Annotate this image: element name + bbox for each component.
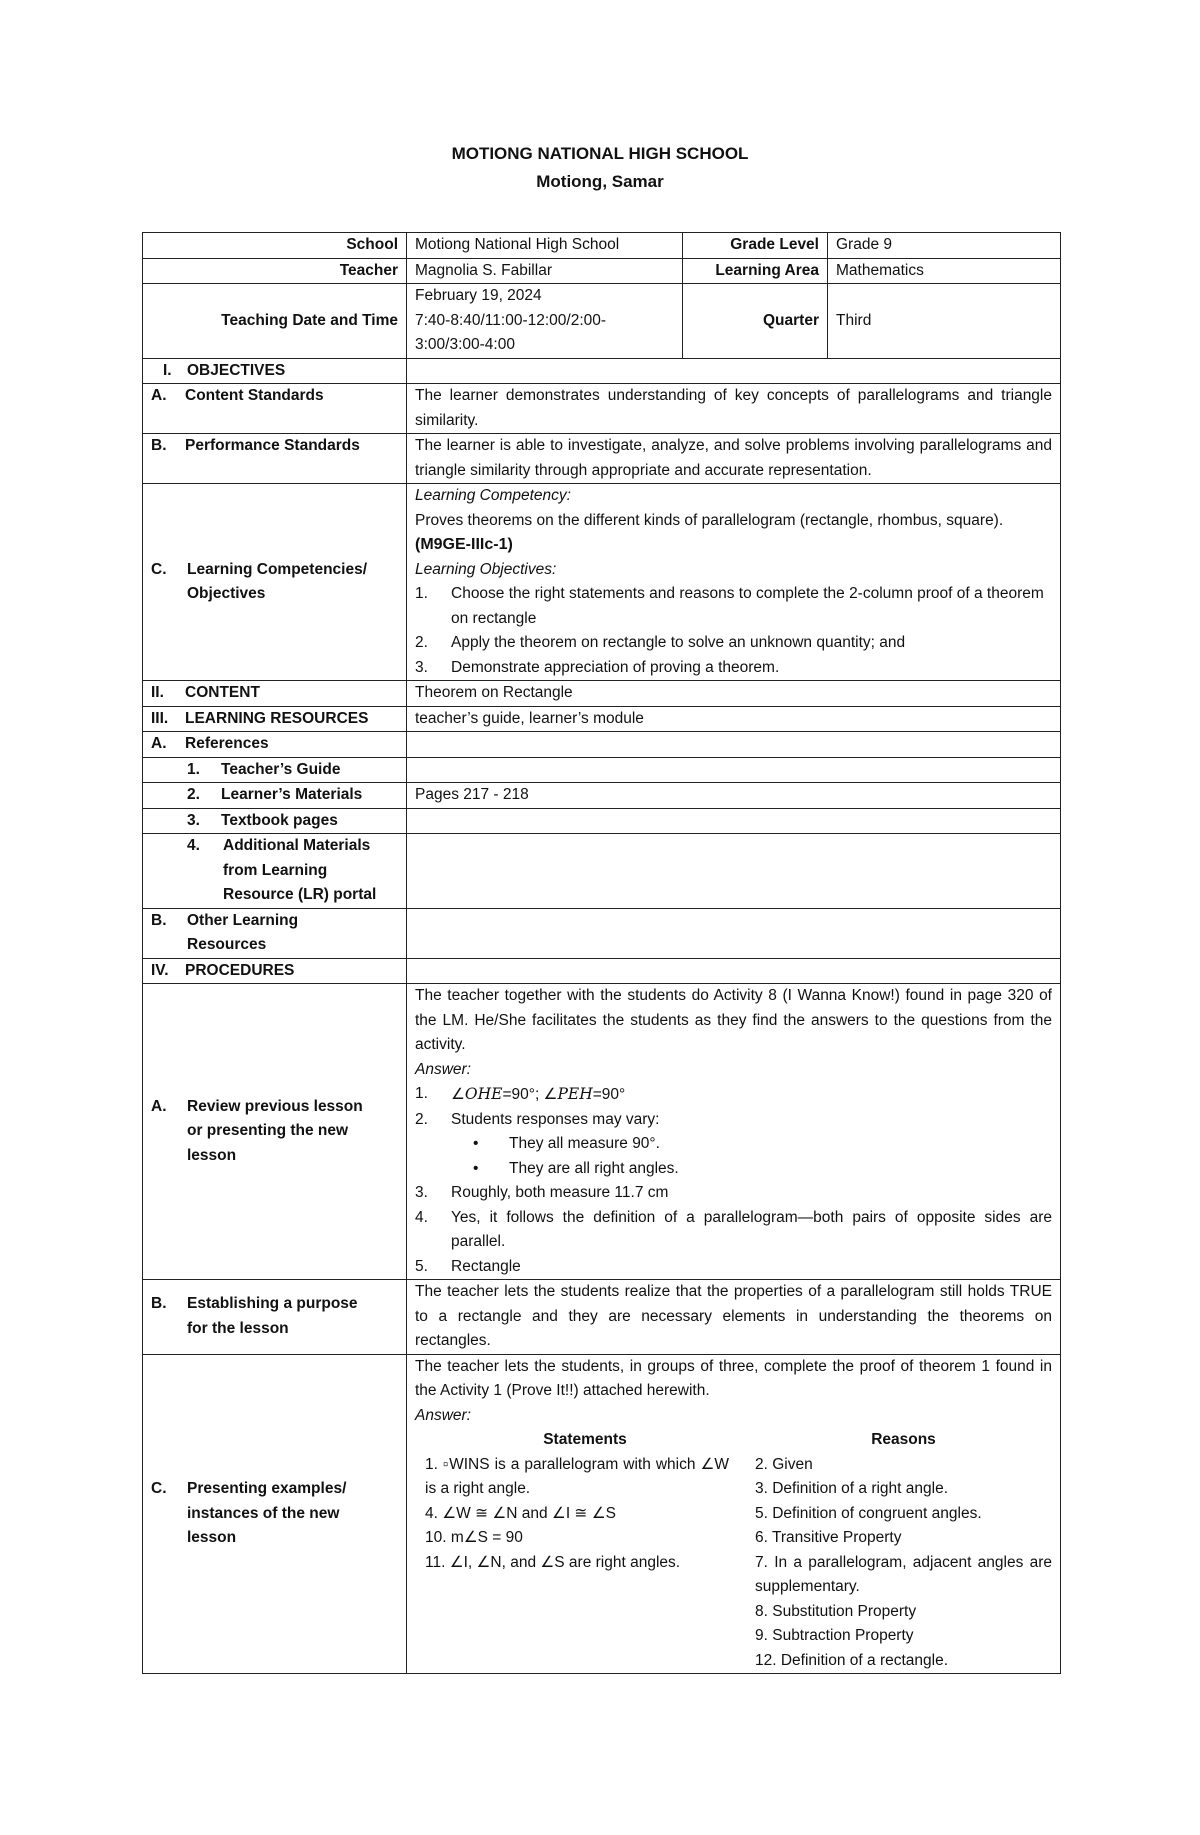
info-row-school: [143, 233, 1061, 259]
reasons-header: Reasons: [871, 1431, 936, 1448]
item-letter: B.: [151, 437, 167, 454]
section-title: PROCEDURES: [185, 961, 295, 979]
other-resources-label: Other Learning: [187, 911, 299, 929]
row-reference-item: 1. Teacher’s Guide: [143, 757, 1061, 783]
teacher-label: Teacher: [143, 258, 407, 284]
objective-item: 1. Choose the right statements and reasons to complete the 2-column proof of a theorem on rectangle: [415, 585, 1044, 627]
item-letter: C.: [151, 560, 167, 578]
proof-reason: 8. Substitution Property: [755, 1602, 917, 1620]
row-additional-materials: 4. Additional Materials from Learning Resource (LR) portal: [143, 834, 1061, 909]
objective-item: 2. Apply the theorem on rectangle to solve an unknown quantity; and: [415, 634, 906, 651]
teaching-time-line: 3:00/3:00-4:00: [415, 336, 515, 353]
teaching-date-label: Teaching Date and Time: [143, 284, 407, 359]
proof-reason: 7. In a parallelogram, adjacent angles are supplementary.: [755, 1553, 1052, 1595]
teacher-value: Magnolia S. Fabillar: [407, 258, 683, 284]
school-value: Motiong National High School: [407, 233, 683, 259]
content-standards-label: Content Standards: [185, 387, 324, 404]
row-references: [143, 732, 1061, 758]
answer-item: 5. Rectangle: [415, 1257, 521, 1275]
answer-label: Answer:: [415, 1406, 471, 1424]
teaching-date-value: [407, 284, 683, 359]
review-lesson-label: Review previous lesson: [187, 1097, 363, 1115]
row-reference-item: 3. Textbook pages: [143, 808, 1061, 834]
presenting-examples-label: Presenting examples/: [187, 1480, 347, 1497]
reference-label: Teacher’s Guide: [221, 760, 341, 778]
row-reference-item: 2. Learner’s Materials Pages 217 - 218: [143, 783, 1061, 809]
section-title: OBJECTIVES: [187, 361, 286, 379]
objectives-title: Learning Objectives:: [415, 560, 557, 578]
answer-item: 1. ∠OHE=90°; ∠PEH=90°: [415, 1085, 626, 1103]
competencies-label: Learning Competencies/: [187, 560, 368, 578]
section-objectives: [143, 358, 1061, 384]
statements-header: Statements: [543, 1431, 627, 1448]
learning-area-value: Mathematics: [828, 258, 1061, 284]
proof-statement: 4. ∠W ≅ ∠N and ∠I ≅ ∠S: [425, 1504, 616, 1522]
establishing-purpose-label: Establishing a purpose: [187, 1295, 358, 1313]
info-row-teacher: [143, 258, 1061, 284]
presenting-intro-text: The teacher lets the students, in groups of three, complete the proof of theorem 1 found in the Activity 1 (Prove It!!) attached herewith.: [415, 1357, 1052, 1399]
reference-label: Learner’s Materials: [221, 786, 363, 803]
bullet-icon: •: [473, 1159, 479, 1177]
quarter-value: Third: [828, 284, 1061, 359]
section-number: I.: [163, 361, 172, 379]
review-intro-text: The teacher together with the students do Activity 8 (I Wanna Know!) found in page 320 of the LM. He/She facilitates the students as they find the answers to the questions from the activity.: [415, 987, 1052, 1053]
learning-resources-value: teacher’s guide, learner’s module: [407, 706, 1061, 732]
objective-item: 3. Demonstrate appreciation of proving a theorem.: [415, 658, 780, 676]
lesson-plan-table: [142, 232, 1061, 1674]
answer-label: Answer:: [415, 1060, 471, 1078]
row-other-resources: B. Other Learning Resources: [143, 908, 1061, 958]
answer-bullet: • They are all right angles.: [415, 1157, 1052, 1182]
proof-statement: 1. ▫WINS is a parallelogram with which ∠W is a right angle.: [425, 1455, 729, 1497]
section-number: III.: [151, 709, 169, 727]
proof-reason: 6. Transitive Property: [755, 1529, 902, 1546]
competency-code: (M9GE-IIIc-1): [415, 536, 513, 553]
content-standards-text: The learner demonstrates understanding of key concepts of parallelograms and triangle similarity.: [407, 384, 1061, 434]
teaching-date-line: February 19, 2024: [415, 287, 542, 304]
establishing-purpose-text: The teacher lets the students realize that the properties of a parallelogram still holds TRUE to a rectangle and they are necessary elements in understanding the theorems on rectangles.: [407, 1280, 1061, 1355]
proof-statement: 11. ∠I, ∠N, and ∠S are right angles.: [425, 1553, 681, 1571]
reference-value: [407, 757, 1061, 783]
answer-bullet: • They all measure 90°.: [415, 1132, 1052, 1157]
competency-title: Learning Competency:: [415, 487, 571, 504]
school-location-heading: Motiong, Samar: [536, 172, 664, 191]
proof-reason: 3. Definition of a right angle.: [755, 1480, 949, 1497]
section-title: LEARNING RESOURCES: [185, 709, 369, 727]
grade-level-value: Grade 9: [828, 233, 1061, 259]
reference-value: [407, 808, 1061, 834]
grade-level-label: Grade Level: [683, 233, 828, 259]
quarter-label: Quarter: [683, 284, 828, 359]
document-header: [0, 140, 1200, 196]
section-learning-resources: [143, 706, 1061, 732]
answer-item: 2. Students responses may vary:: [415, 1110, 660, 1128]
info-row-date: [143, 284, 1061, 359]
statements-column: [415, 1453, 755, 1674]
section-title: CONTENT: [185, 684, 260, 701]
row-presenting-examples: C. Presenting examples/ instances of the new lesson The teacher lets the students, in groups of three, complete the proof of theorem 1 found in the Activity 1 (Prove It!!) attached herewith. Answer: Statements Reasons 1. ▫WINS is a parallelogram with which ∠W is a right angle. 4. ∠W ≅ ∠N and ∠I ≅ ∠S 10. m∠S = 90 11. ∠I, ∠N, and ∠S are right angles. 2. Given 3. Definition of a right angle. 5. Definition of congruent angles. 6. Transitive Property 7. In a parallelogram, adjacent angles are supplementary. 8. Substitution Property 9. Subtraction Property 12. Definition of a rectangle.: [143, 1354, 1061, 1674]
row-establishing-purpose: B. Establishing a purpose for the lesson The teacher lets the students realize that the properties of a parallelogram still holds TRUE to a rectangle and they are necessary elements in understanding the theorems on rectangles.: [143, 1280, 1061, 1355]
proof-statement: 10. m∠S = 90: [425, 1529, 523, 1546]
section-procedures: [143, 958, 1061, 984]
section-content: [143, 681, 1061, 707]
competency-text: Proves theorems on the different kinds of parallelogram (rectangle, rhombus, square).: [415, 511, 1004, 529]
section-number: II.: [151, 684, 164, 701]
school-name-heading: MOTIONG NATIONAL HIGH SCHOOL: [451, 144, 749, 163]
content-value: Theorem on Rectangle: [407, 681, 1061, 707]
additional-materials-label: Additional Materials: [223, 837, 371, 854]
answer-item: 3. Roughly, both measure 11.7 cm: [415, 1184, 669, 1201]
proof-reason: 2. Given: [755, 1455, 813, 1473]
item-letter: A.: [151, 387, 167, 404]
school-label: School: [143, 233, 407, 259]
bullet-icon: •: [473, 1135, 479, 1152]
reasons-column: [755, 1453, 1052, 1674]
references-label: References: [185, 735, 269, 752]
item-letter: A.: [151, 735, 167, 752]
reference-value: Pages 217 - 218: [407, 783, 1061, 809]
answer-item: 4. Yes, it follows the definition of a parallelogram—both pairs of opposite sides are parallel.: [415, 1208, 1052, 1250]
row-performance-standards: [143, 434, 1061, 484]
competencies-label: Objectives: [187, 585, 266, 602]
proof-reason: 5. Definition of congruent angles.: [755, 1504, 982, 1522]
learning-area-label: Learning Area: [683, 258, 828, 284]
proof-reason: 9. Subtraction Property: [755, 1627, 914, 1644]
reference-label: Textbook pages: [221, 811, 338, 829]
row-learning-competencies: [143, 484, 1061, 681]
performance-standards-label: Performance Standards: [185, 437, 360, 454]
two-column-proof: [415, 1428, 1052, 1673]
proof-reason: 12. Definition of a rectangle.: [755, 1651, 949, 1669]
row-content-standards: [143, 384, 1061, 434]
row-review-lesson: A. Review previous lesson or presenting the new lesson The teacher together with the students do Activity 8 (I Wanna Know!) found in page 320 of the LM. He/She facilitates the students as they find the answers to the questions from the activity. Answer: 1. ∠OHE=90°; ∠PEH=90° 2. Students responses may vary: • They all measure 90°. • They are all right angles. 3. Roughly, both measure 11.7 cm 4. Yes, it follows the definition of a parallelogram—both pairs of opposite sides are parallel. 5. Rectangle: [143, 984, 1061, 1280]
teaching-time-line: 7:40-8:40/11:00-12:00/2:00-: [415, 311, 607, 329]
performance-standards-text: The learner is able to investigate, analyze, and solve problems involving parallelograms and triangle similarity through appropriate and accurate representation.: [407, 434, 1061, 484]
section-number: IV.: [151, 961, 169, 979]
